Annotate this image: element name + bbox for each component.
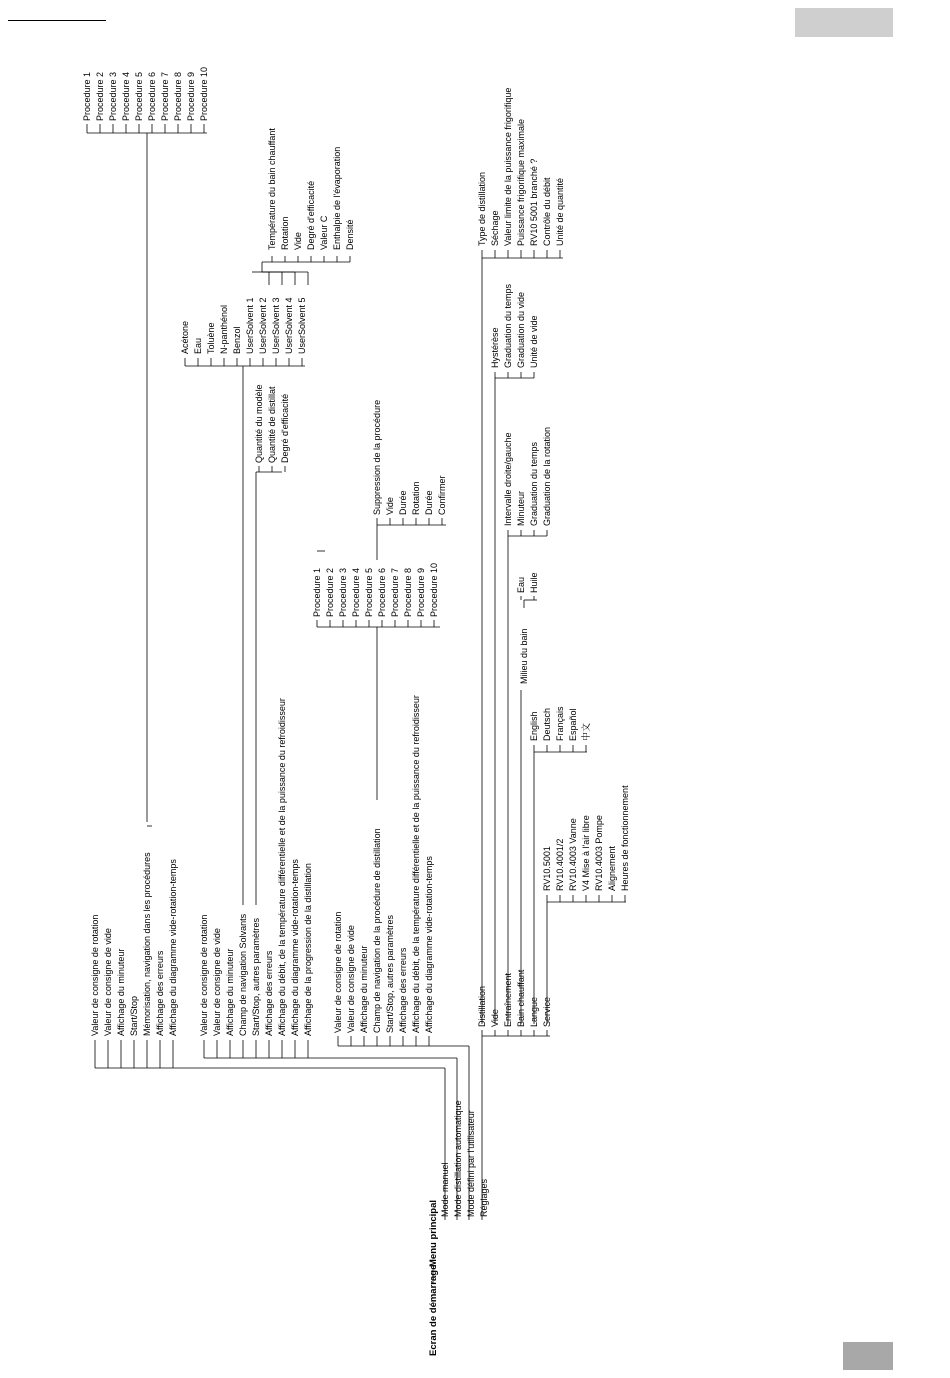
node-label: Unité de quantité xyxy=(555,177,565,246)
node-label: Graduation du temps xyxy=(503,283,513,368)
node-label: Procedure 4 xyxy=(121,71,131,121)
node-label: Affichage des erreurs xyxy=(398,947,408,1033)
node-label: Procedure 6 xyxy=(147,71,157,121)
node-label: Benzol xyxy=(232,326,242,354)
node-label: Durée xyxy=(424,490,434,515)
node-label: Durée xyxy=(398,490,408,515)
node-label: Procedure 9 xyxy=(186,71,196,121)
node-label: Quantité de distillat xyxy=(267,386,277,463)
node-label: RV10.4003 Pompe xyxy=(594,815,604,891)
node-label: Start/Stop xyxy=(129,995,139,1036)
node-label: Affichage du minuteur xyxy=(359,945,369,1033)
node-label: Langue xyxy=(529,996,539,1027)
node-label: Procedure 10 xyxy=(429,562,439,617)
node-label: Procedure 10 xyxy=(199,66,209,121)
node-label: UserSolvent 1 xyxy=(245,297,255,354)
node-label: Affichage de la progression de la distillation xyxy=(303,863,313,1036)
node-label: Enthalpie de l'évaporation xyxy=(332,146,342,250)
menu-item-label: Mode distillation automatique xyxy=(453,1100,463,1217)
node-label: RV10.4001/2 xyxy=(555,838,565,891)
node-label: Deutsch xyxy=(542,707,552,741)
node-label: Heures de fonctionnement xyxy=(620,785,630,891)
node-label: Procedure 5 xyxy=(134,71,144,121)
node-label: Confirmer xyxy=(437,475,447,515)
node-label: Procedure 3 xyxy=(108,71,118,121)
node-label: UserSolvent 4 xyxy=(284,297,294,354)
node-label: Champ de navigation de la procédure de distillation xyxy=(372,828,382,1033)
node-label: UserSolvent 2 xyxy=(258,297,268,354)
node-label: Type de distillation xyxy=(477,171,487,246)
node-label: Affichage du diagramme vide-rotation-temps xyxy=(424,856,434,1033)
node-label: V4 Mise à l'air libre xyxy=(581,815,591,891)
node-label: Eau xyxy=(516,576,526,593)
node-label: Vide xyxy=(385,497,395,515)
node-label: Eau xyxy=(193,337,203,354)
node-label: Bain chauffant xyxy=(516,969,526,1027)
node-label: Procedure 7 xyxy=(390,567,400,617)
node-label: Español xyxy=(568,708,578,741)
node-label: UserSolvent 5 xyxy=(297,297,307,354)
node-label: RV10.5001 xyxy=(542,846,552,891)
node-label: Hystérèse xyxy=(490,327,500,368)
node-label: Densité xyxy=(345,219,355,250)
node-label: Température du bain chauffant xyxy=(267,128,277,250)
node-label: Procedure 2 xyxy=(95,71,105,121)
node-label: Valeur C xyxy=(319,215,329,250)
root-label: Ecran de démarrage xyxy=(428,1264,439,1356)
node-label: Valeur de consigne de vide xyxy=(346,925,356,1033)
node-label: Contrôle du débit xyxy=(542,177,552,246)
node-label: Quantité du modèle xyxy=(254,384,264,463)
node-label: Rotation xyxy=(280,216,290,250)
node-label: RV10 5001 branché ? xyxy=(529,158,539,246)
node-label: Service xyxy=(542,996,552,1027)
node-label: Degré d'efficacité xyxy=(280,393,290,463)
node-label: Procedure 1 xyxy=(312,567,322,617)
node-label: Procedure 8 xyxy=(173,71,183,121)
node-label: Séchage xyxy=(490,210,500,246)
node-label: Procedure 8 xyxy=(403,567,413,617)
node-label: Valeur de consigne de rotation xyxy=(90,914,100,1036)
node-label: UserSolvent 3 xyxy=(271,297,281,354)
menu-item-label: Mode manuel xyxy=(440,1162,450,1217)
node-label: Affichage du débit, de la température différentielle et de la puissance du refroidisseur xyxy=(411,695,421,1033)
node-label: Suppression de la procédure xyxy=(372,399,382,515)
node-label: Distillation xyxy=(477,985,487,1027)
menu-item-label: Réglages xyxy=(479,1178,489,1217)
menu-item-label: Mode défini par l'utilisateur xyxy=(466,1110,476,1217)
node-label: Affichage du minuteur xyxy=(225,948,235,1036)
node-label: Degré d'efficacité xyxy=(306,180,316,250)
node-label: Entraînement xyxy=(503,972,513,1027)
node-label: Affichage des erreurs xyxy=(155,950,165,1036)
node-label: Rotation xyxy=(411,481,421,515)
node-label: Puissance frigorifique maximale xyxy=(516,118,526,246)
node-label: Champ de navigation Solvants xyxy=(238,913,248,1036)
node-label: Affichage du diagramme vide-rotation-temps xyxy=(168,859,178,1036)
node-label: Affichage du minuteur xyxy=(116,948,126,1036)
node-label: Vide xyxy=(293,232,303,250)
node-label: Valeur de consigne de rotation xyxy=(199,914,209,1036)
node-label: English xyxy=(529,711,539,741)
node-label: Affichage du débit, de la température différentielle et de la puissance du refroidisseur xyxy=(277,698,287,1036)
node-label: Français xyxy=(555,706,565,741)
node-label: Procedure 7 xyxy=(160,71,170,121)
node-label: Valeur de consigne de vide xyxy=(103,928,113,1036)
node-label: Start/Stop, autres paramètres xyxy=(385,914,395,1033)
node-label: Milieu du bain xyxy=(519,628,529,684)
node-label: Valeur de consigne de vide xyxy=(212,928,222,1036)
node-label: Intervalle droite/gauche xyxy=(503,432,513,526)
node-label: Huile xyxy=(529,572,539,593)
node-label: 中文 xyxy=(581,722,591,741)
node-label: RV10.4003 Vanne xyxy=(568,818,578,891)
node-label: Valeur limite de la puissance frigorifique xyxy=(503,87,513,246)
node-label: Start/Stop, autres paramètres xyxy=(251,917,261,1036)
node-label: Graduation du vide xyxy=(516,291,526,368)
node-label: N-panthénol xyxy=(219,304,229,354)
main-menu-label: Menu principal xyxy=(428,1199,439,1267)
node-label: Unité de vide xyxy=(529,315,539,368)
node-label: Toluène xyxy=(206,322,216,354)
node-label: Mémorisation, navigation dans les procédures xyxy=(142,852,152,1036)
node-label: Procedure 4 xyxy=(351,567,361,617)
node-label: Graduation de la rotation xyxy=(542,426,552,526)
node-label: Graduation du temps xyxy=(529,441,539,526)
node-label: Procedure 5 xyxy=(364,567,374,617)
node-label: Procedure 6 xyxy=(377,567,387,617)
node-label: Affichage du diagramme vide-rotation-temps xyxy=(290,859,300,1036)
node-label: Procedure 1 xyxy=(82,71,92,121)
node-label: Procedure 3 xyxy=(338,567,348,617)
node-label: Valeur de consigne de rotation xyxy=(333,911,343,1033)
node-label: Acétone xyxy=(180,320,190,354)
node-label: Minuteur xyxy=(516,490,526,526)
node-label: Alignement xyxy=(607,845,617,891)
node-label: Vide xyxy=(490,1009,500,1027)
node-label: Affichage des erreurs xyxy=(264,950,274,1036)
node-label: Procedure 9 xyxy=(416,567,426,617)
node-label: Procedure 2 xyxy=(325,567,335,617)
